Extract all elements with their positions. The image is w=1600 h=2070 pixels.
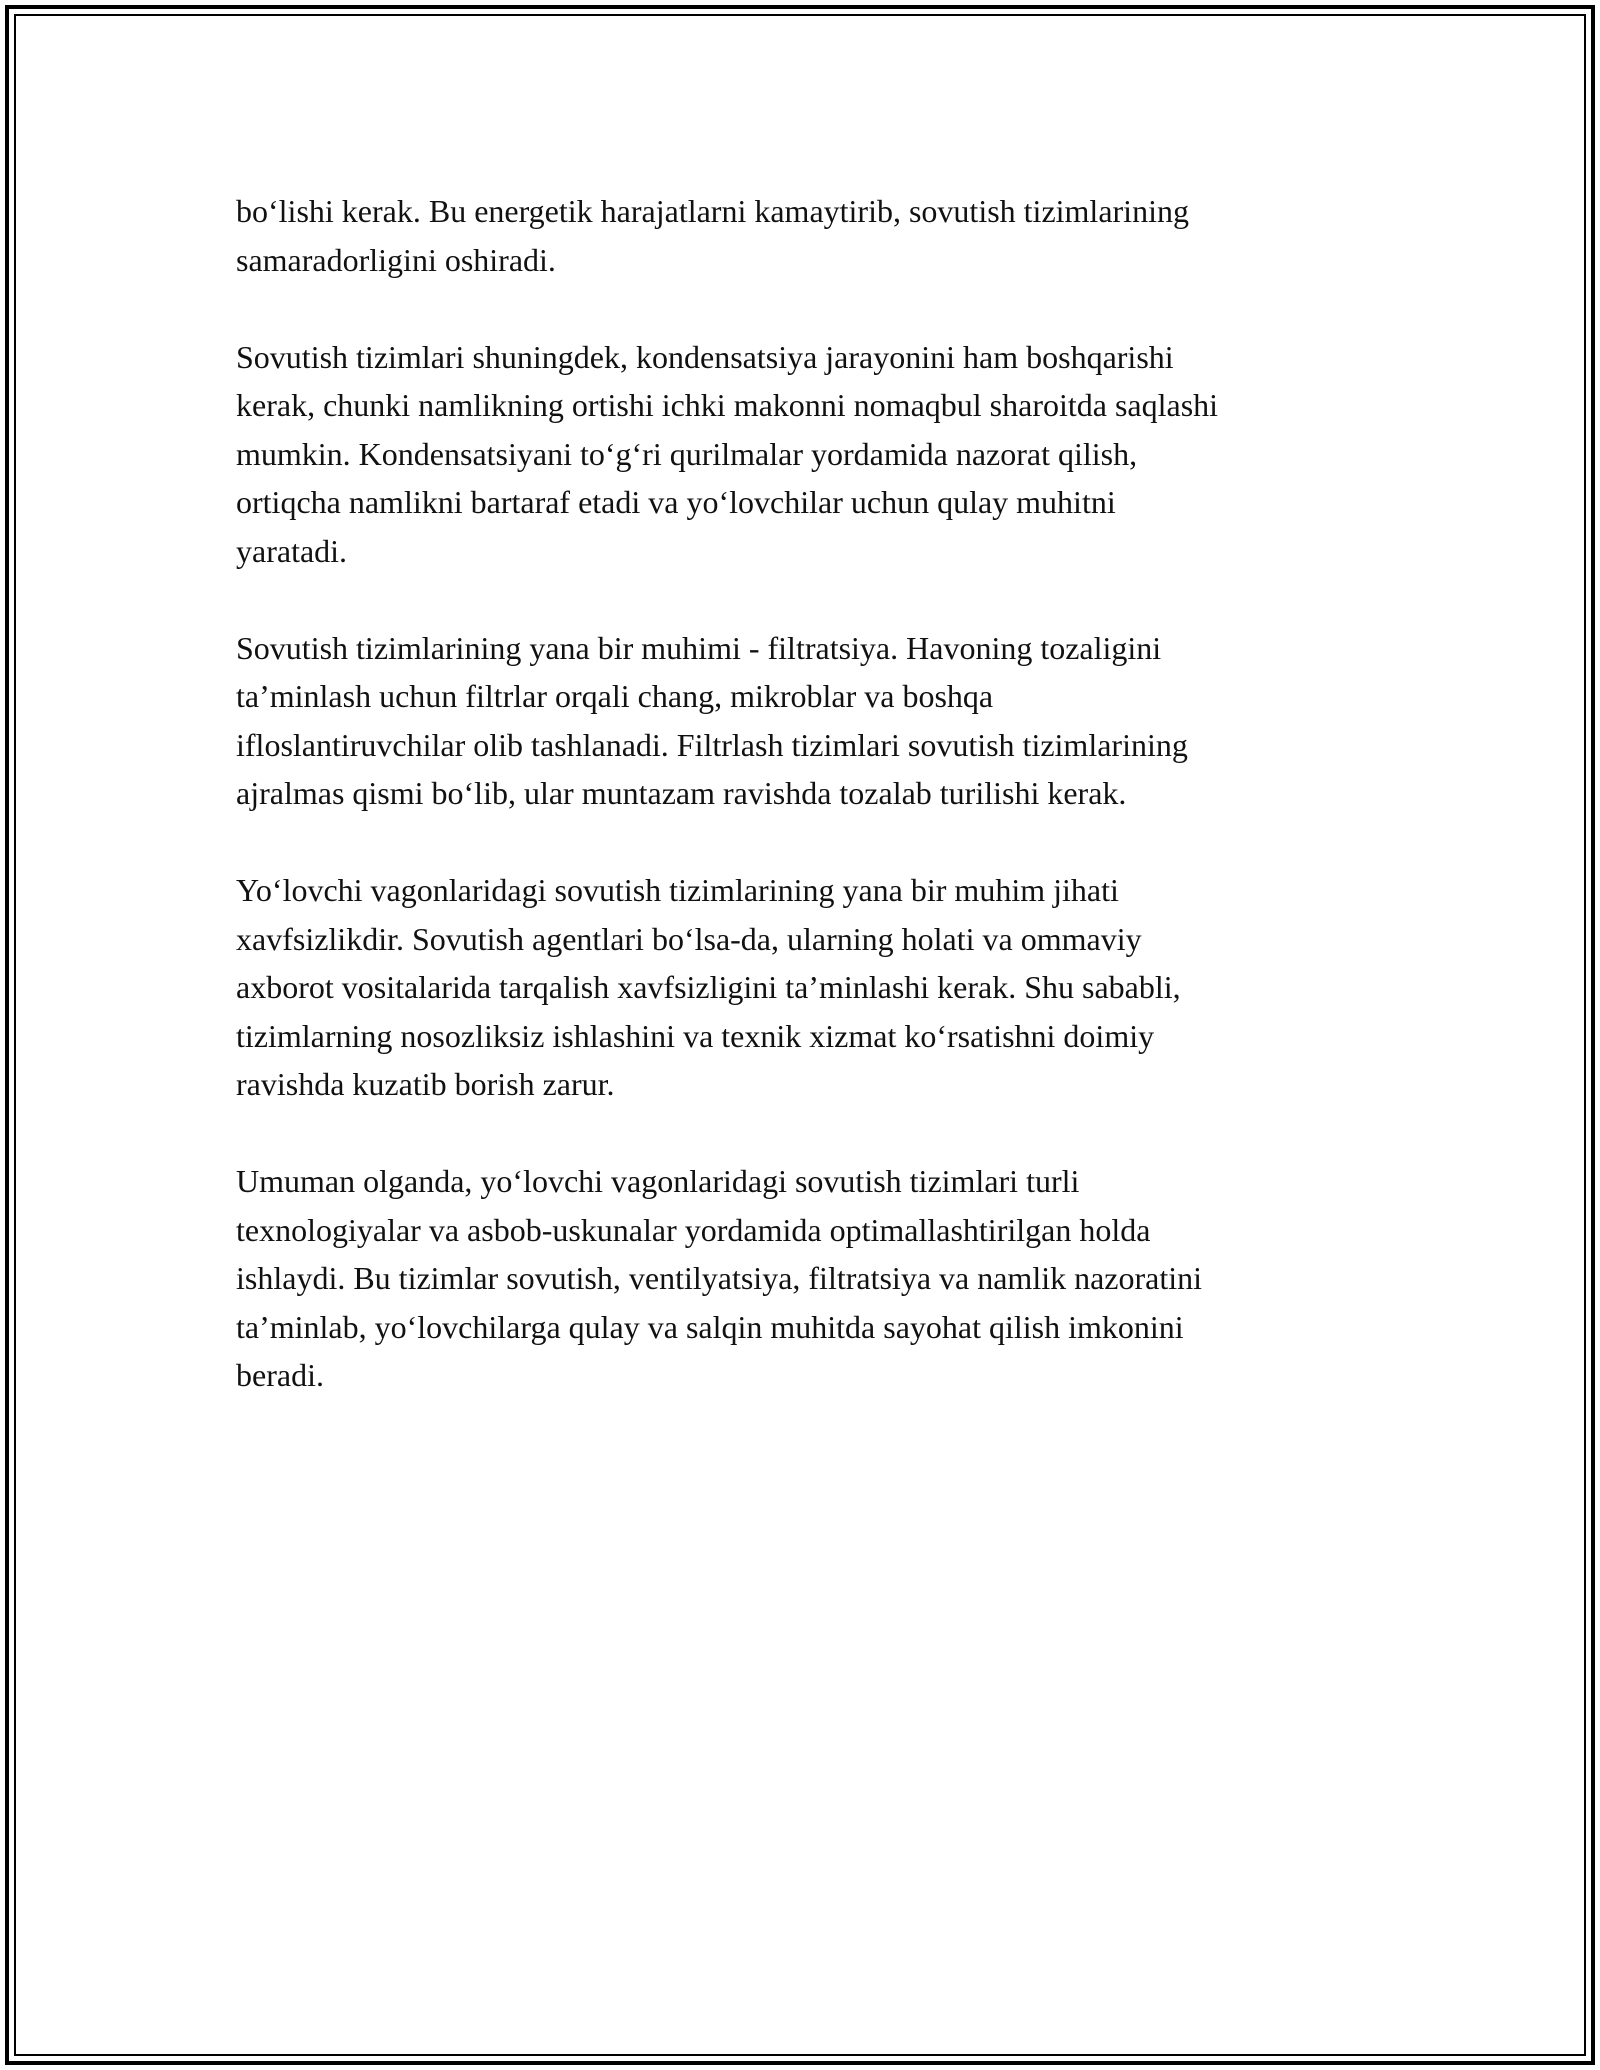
paragraph-2: Sovutish tizimlari shuningdek, kondensatsiya jarayonini ham boshqarishi kerak, chunki namlikning ortishi ichki makonni nomaqbul sharoitda saqlashi mumkin. Kondensatsiyani to‘g‘ri qurilmalar yordamida nazorat qilish, ortiqcha namlikni bartaraf etadi va yo‘lovchilar uchun qulay muhitni yaratadi. [236, 338, 1219, 569]
document-body [236, 187, 1376, 1448]
paragraph-1: bo‘lishi kerak. Bu energetik harajatlarni kamaytirib, sovutish tizimlarining samaradorligini oshiradi. [236, 193, 1189, 278]
paragraph-4: Yo‘lovchi vagonlaridagi sovutish tizimlarining yana bir muhim jihati xavfsizlikdir. Sovutish agentlari bo‘lsa-da, ularning holati va ommaviy axborot vositalarida tarqalish xavfsizligini ta’minlashi kerak. Shu sababli, tizimlarning nosozliksiz ishlashini va texnik xizmat ko‘rsatishni doimiy ravishda kuzatib borish zarur. [236, 872, 1181, 1102]
paragraph-3: Sovutish tizimlarining yana bir muhimi - filtratsiya. Havoning tozaligini ta’minlash uchun filtrlar orqali chang, mikroblar va boshqa ifloslantiruvchilar olib tashlanadi. Filtrlash tizimlari sovutish tizimlarining ajralmas qismi bo‘lib, ular muntazam ravishda tozalab turilishi kerak. [236, 629, 1188, 811]
paragraph-5: Umuman olganda, yo‘lovchi vagonlaridagi sovutish tizimlari turli texnologiyalar va asbob-uskunalar yordamida optimallashtirilgan holda ishlaydi. Bu tizimlar sovutish, ventilyatsiya, filtratsiya va namlik nazoratini ta’minlab, yo‘lovchilarga qulay va salqin muhitda sayohat qilish imkonini beradi. [236, 1163, 1203, 1393]
